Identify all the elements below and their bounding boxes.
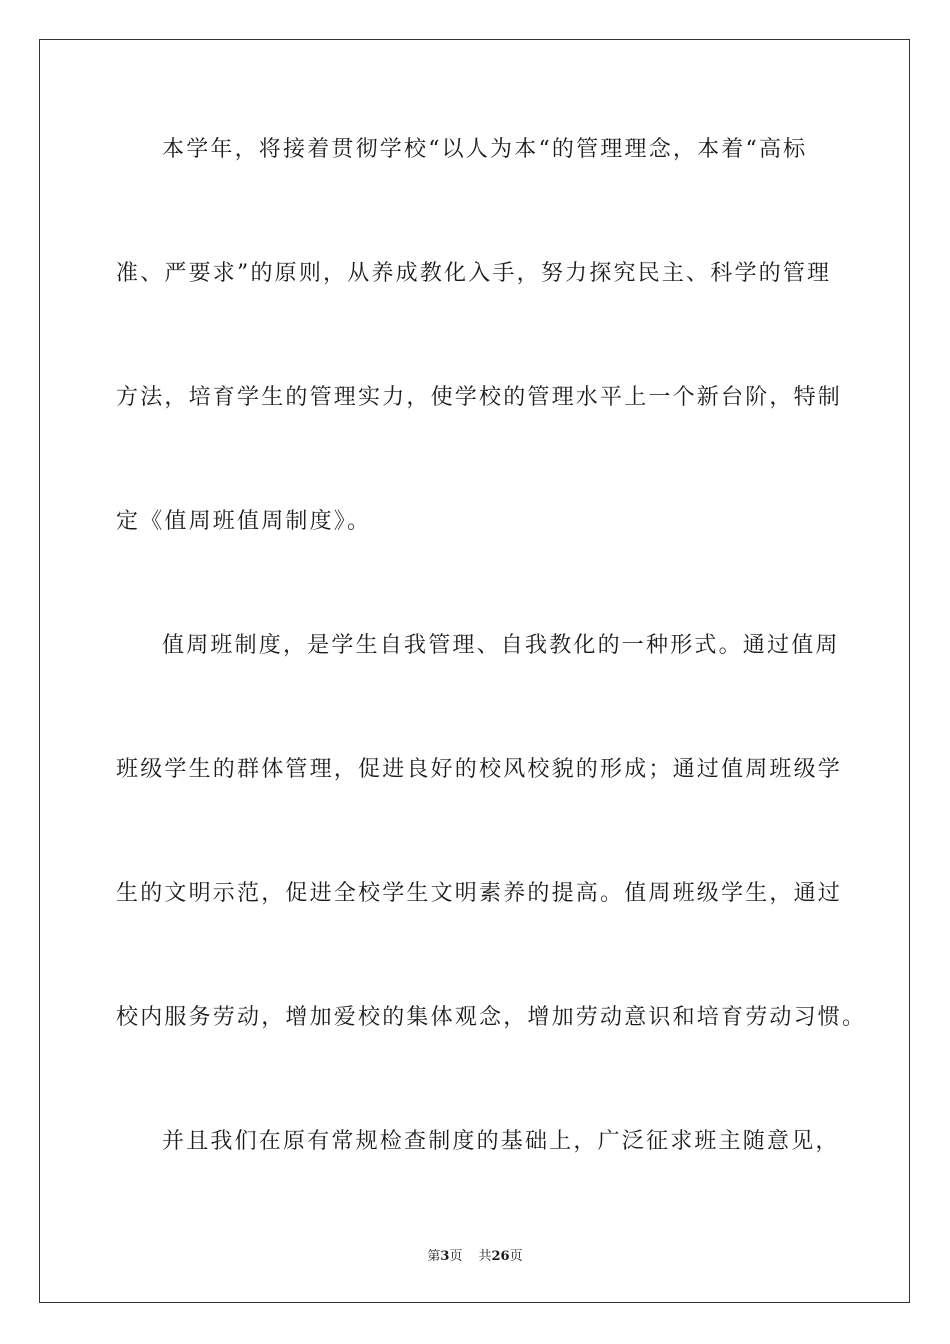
text-line: 准、严要求”的原则，从养成教化入手，努力探究民主、科学的管理: [116, 261, 832, 286]
total-pages: 26: [491, 1249, 510, 1264]
text-line: 值周班制度，是学生自我管理、自我教化的一种形式。通过值周: [162, 633, 840, 658]
text-line: 并且我们在原有常规检查制度的基础上，广泛征求班主随意见，: [162, 1129, 840, 1154]
page-suffix: 页: [449, 1249, 463, 1264]
text-line: 定《值周班值周制度》。: [116, 509, 372, 534]
page-footer: [0, 1248, 950, 1266]
total-suffix: 页: [509, 1249, 523, 1264]
page-prefix: 第: [427, 1249, 441, 1264]
text-line: 校内服务劳动，增加爱校的集体观念，增加劳动意识和培育劳动习惯。: [116, 1005, 867, 1030]
page-number: 3: [440, 1249, 450, 1264]
page-border: [39, 39, 910, 1303]
text-line: 本学年，将接着贯彻学校“以人为本“的管理理念，本着“高标: [162, 137, 808, 162]
text-line: 生的文明示范，促进全校学生文明素养的提高。值周班级学生，通过: [116, 881, 843, 906]
text-line: 班级学生的群体管理，促进良好的校风校貌的形成；通过值周班级学: [116, 757, 843, 782]
text-line: 方法，培育学生的管理实力，使学校的管理水平上一个新台阶，特制: [116, 385, 843, 410]
total-prefix: 共: [478, 1249, 492, 1264]
